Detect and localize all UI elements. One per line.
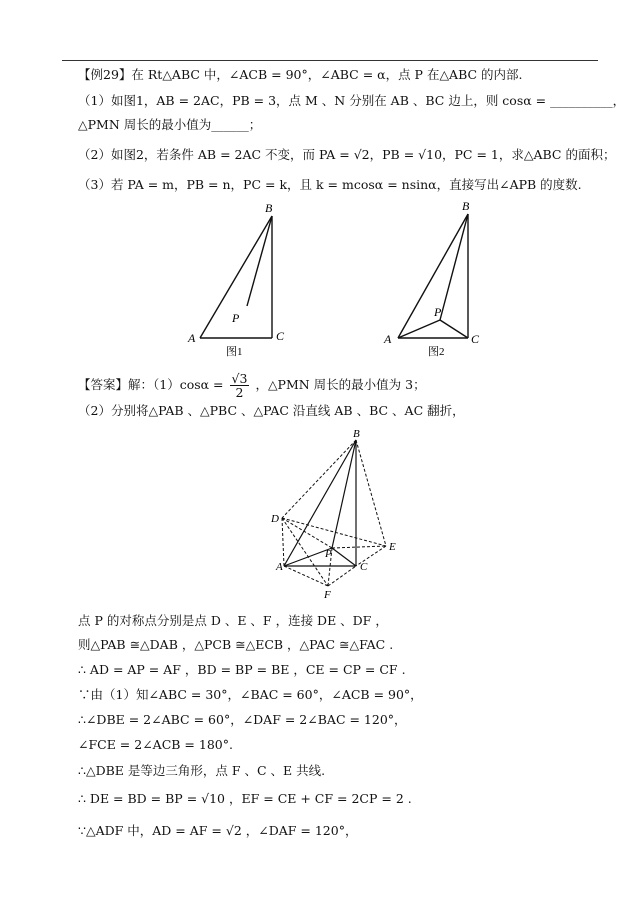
figure-1 bbox=[180, 198, 300, 358]
figure-2 bbox=[378, 198, 498, 358]
solution-line-3: ∴ AD = AP = AF ，BD = BP = BE ，CE = CP = CF . bbox=[78, 662, 406, 677]
solution-line-6: ∠FCE = 2∠ACB = 180°. bbox=[78, 737, 233, 752]
segment-pc bbox=[440, 320, 468, 338]
label-p: P bbox=[232, 311, 240, 325]
fraction-denominator: 2 bbox=[235, 385, 244, 400]
dashed-bd bbox=[282, 440, 356, 518]
fraction bbox=[230, 372, 250, 399]
label-p: P bbox=[325, 548, 332, 560]
segment-bp bbox=[332, 440, 356, 548]
solution-line-9: ∵△ADF 中，AD = AF = √2 ，∠DAF = 120°， bbox=[78, 823, 358, 838]
top-rule bbox=[62, 60, 598, 61]
label-e: E bbox=[389, 541, 396, 553]
question-3: （3）若 PA = m，PB = n，PC = k，且 k = mcosα = nsinα，直接写出∠APB 的度数. bbox=[78, 177, 582, 192]
fraction-numerator: √3 bbox=[231, 371, 248, 386]
question-1-line-1: （1）如图1，AB = 2AC，PB = 3，点 M 、N 分别在 AB 、BC 边上，则 cosα = __________， bbox=[78, 93, 626, 108]
label-f: F bbox=[324, 589, 331, 601]
label-a: A bbox=[384, 332, 392, 346]
edge-ab bbox=[284, 440, 356, 566]
solution-line-1: 点 P 的对称点分别是点 D 、E 、F ，连接 DE 、DF ， bbox=[78, 613, 388, 628]
dashed-pe bbox=[332, 546, 386, 548]
solution-line-4: ∵由（1）知∠ABC = 30°，∠BAC = 60°，∠ACB = 90°， bbox=[78, 687, 423, 702]
solution-line-8: ∴ DE = BD = BP = √10 ，EF = CE + CF = 2CP = 2 . bbox=[78, 791, 412, 806]
dashed-da bbox=[282, 518, 284, 566]
label-c: C bbox=[276, 329, 285, 343]
figure-1-caption: 图1 bbox=[226, 346, 243, 358]
segment-bp bbox=[440, 214, 468, 320]
label-b: B bbox=[462, 199, 470, 213]
figure-2-caption: 图2 bbox=[428, 346, 445, 358]
label-c: C bbox=[471, 332, 480, 346]
edge-ab bbox=[398, 214, 468, 338]
segment-pc bbox=[332, 548, 356, 566]
solution-line-2: 则△PAB ≅△DAB ，△PCB ≅△ECB ，△PAC ≅△FAC . bbox=[78, 637, 394, 652]
answer-line-2: （2）分别将△PAB 、△PBC 、△PAC 沿直线 AB 、BC 、AC 翻折， bbox=[78, 403, 465, 418]
label-c: C bbox=[360, 561, 368, 573]
label-p: P bbox=[434, 305, 442, 319]
answer-perimeter: ，△PMN 周长的最小值为 3； bbox=[255, 377, 426, 392]
dashed-dp bbox=[282, 518, 332, 548]
label-a: A bbox=[276, 561, 283, 573]
dashed-be bbox=[356, 440, 386, 546]
label-b: B bbox=[265, 201, 273, 215]
segment-bp bbox=[247, 216, 272, 306]
answer-intro: 【答案】解：（1）cosα = bbox=[78, 377, 224, 392]
question-1-line-2: △PMN 周长的最小值为______； bbox=[78, 117, 262, 132]
solution-line-5: ∴∠DBE = 2∠ABC = 60°，∠DAF = 2∠BAC = 120°， bbox=[78, 712, 407, 727]
label-b: B bbox=[353, 428, 360, 440]
label-a: A bbox=[188, 331, 196, 345]
figure-3 bbox=[262, 424, 412, 604]
dashed-fc bbox=[328, 566, 356, 586]
label-d: D bbox=[271, 513, 279, 525]
problem-header: 【例29】在 Rt△ABC 中，∠ACB = 90°，∠ABC = α，点 P 在△ABC 的内部. bbox=[78, 67, 523, 82]
question-2: （2）如图2，若条件 AB = 2AC 不变，而 PA = √2，PB = √10，PC = 1，求△ABC 的面积； bbox=[78, 147, 616, 162]
segment-ap bbox=[398, 320, 440, 338]
answer-line-1 bbox=[78, 372, 426, 399]
solution-line-7: ∴△DBE 是等边三角形，点 F 、C 、E 共线. bbox=[78, 763, 326, 778]
